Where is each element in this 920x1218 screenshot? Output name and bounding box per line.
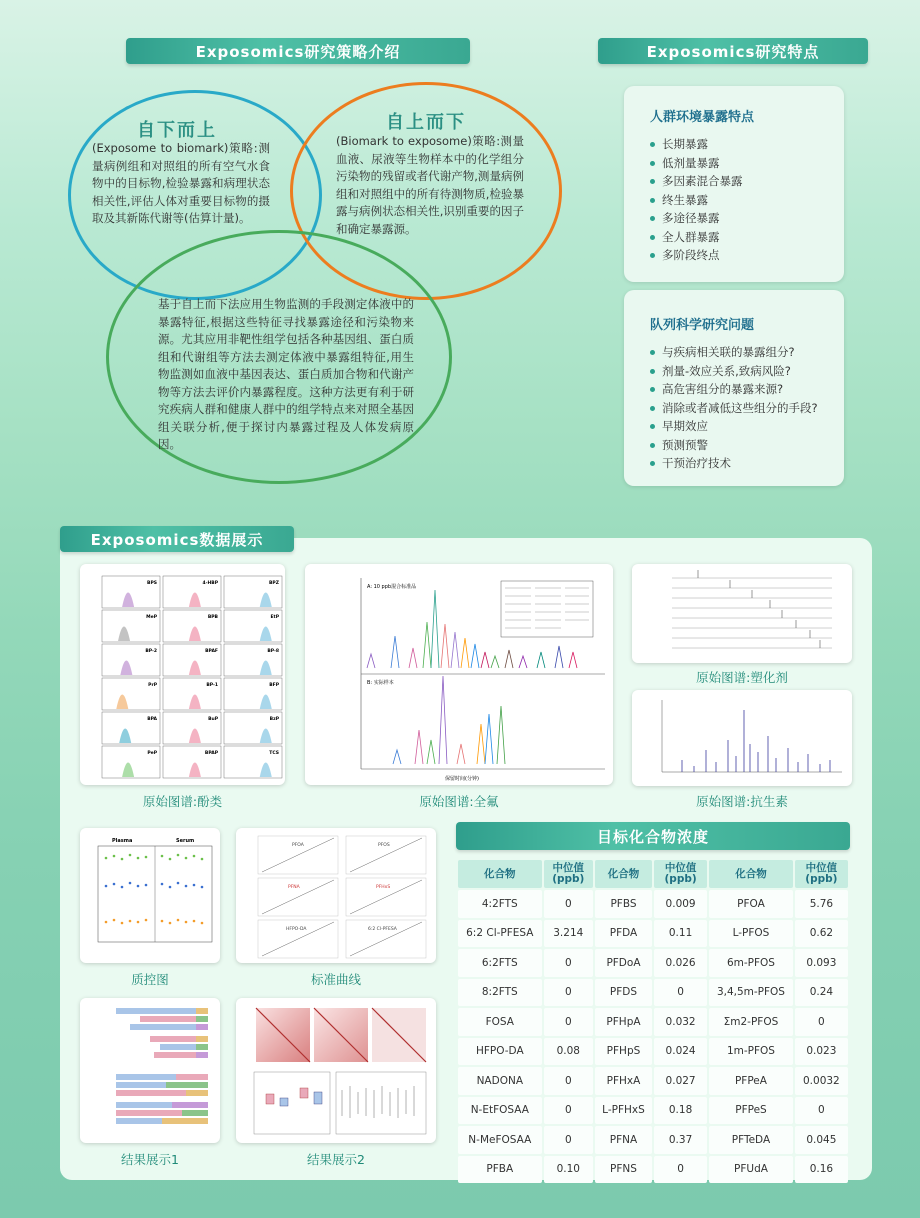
table-cell: 0	[544, 1008, 593, 1036]
antibiotics-caption: 原始图谱:抗生素	[696, 794, 788, 809]
table-cell: L-PFHxS	[595, 1097, 652, 1125]
table-cell: 0	[544, 979, 593, 1007]
table-cell: 6:2 Cl-PFESA	[458, 920, 542, 948]
column-header: 中位值(ppb)	[544, 860, 593, 888]
phenols-caption: 原始图谱:酚类	[142, 794, 223, 809]
qc-figure	[80, 828, 220, 963]
list-item: 早期效应	[650, 417, 844, 436]
table-cell: 0.62	[795, 920, 848, 948]
phenol-peak	[260, 593, 272, 608]
phenol-peak	[116, 695, 128, 710]
phenol-peak	[122, 763, 134, 778]
plasticizer-figure	[632, 564, 852, 663]
table-cell: L-PFOS	[709, 920, 793, 948]
table-cell: 6m-PFOS	[709, 949, 793, 977]
standard-figure	[236, 828, 436, 963]
std-label: PFNA	[288, 885, 300, 890]
phenol-label: BPA	[147, 717, 157, 722]
qc-chart	[80, 828, 220, 963]
table-row	[458, 1156, 848, 1184]
standard-caption: 标准曲线	[310, 972, 361, 987]
list-item: 预测预警	[650, 436, 844, 455]
pfas-caption: 原始图谱:全氟	[419, 794, 499, 809]
phenol-label: BPZ	[269, 581, 279, 586]
column-header: 化合物	[709, 860, 793, 888]
table-cell: PFOA	[709, 890, 793, 918]
antibiotics-figure	[632, 690, 852, 786]
table-cell: HFPO-DA	[458, 1038, 542, 1066]
phenol-peak	[119, 729, 131, 744]
table-row	[458, 1067, 848, 1095]
population-panel-title: 人群环境暴露特点	[650, 110, 755, 125]
phenol-peak	[189, 695, 201, 710]
list-item: 多阶段终点	[650, 246, 844, 265]
result2-figure	[236, 998, 436, 1143]
column-header: 化合物	[595, 860, 652, 888]
std-label: HFPO-DA	[286, 927, 307, 932]
phenol-label: 4-HBP	[202, 581, 218, 586]
cohort-list	[650, 343, 844, 473]
phenol-label: BP-8	[267, 649, 279, 654]
table-cell: Σm2-PFOS	[709, 1008, 793, 1036]
population-list	[650, 135, 844, 265]
plasticizer-caption: 原始图谱:塑化剂	[696, 670, 788, 685]
strategy-header: Exposomics研究策略介绍	[126, 38, 470, 64]
cohort-panel-title: 队列科学研究问题	[650, 318, 755, 333]
column-header: 化合物	[458, 860, 542, 888]
phenol-peak	[189, 593, 201, 608]
list-item: 长期暴露	[650, 135, 844, 154]
table-cell: 0	[544, 1097, 593, 1125]
table-cell: 0.0032	[795, 1067, 848, 1095]
table-cell: PFHpA	[595, 1008, 652, 1036]
pfas-label-a: A: 10 ppb混合标准品	[367, 584, 417, 590]
table-cell: 4:2FTS	[458, 890, 542, 918]
table-cell: 0.37	[654, 1126, 707, 1154]
table-cell: 0.009	[654, 890, 707, 918]
table-cell: PFPeA	[709, 1067, 793, 1095]
table-cell: 0.11	[654, 920, 707, 948]
pfas-chart	[305, 564, 613, 785]
standard-chart	[236, 828, 436, 963]
table-row	[458, 1008, 848, 1036]
table-row	[458, 1126, 848, 1154]
list-item: 剂量-效应关系,致病风险?	[650, 362, 844, 381]
bottom-up-text: (Exposome to biomark)策略:测量病例组和对照组的所有空气水食物中的目标物,检验暴露和病理状态相关性,评估人体对重要目标物的摄取及其新陈代谢等(估算计量)。	[92, 141, 270, 225]
table-cell: PFDA	[595, 920, 652, 948]
phenol-peak	[189, 627, 201, 642]
table-cell: 3.214	[544, 920, 593, 948]
list-item: 低剂量暴露	[650, 154, 844, 173]
table-row	[458, 979, 848, 1007]
table-cell: 5.76	[795, 890, 848, 918]
table-cell: 0.027	[654, 1067, 707, 1095]
antibiotics-chart	[632, 690, 852, 786]
phenol-label: TCS	[269, 751, 279, 756]
table-cell: 8:2FTS	[458, 979, 542, 1007]
plasticizer-chart	[632, 564, 852, 663]
table-cell: 0.026	[654, 949, 707, 977]
pfas-legend	[501, 581, 593, 637]
population-panel	[624, 86, 844, 282]
phenol-label: EtP	[270, 615, 279, 620]
phenol-peak	[260, 661, 272, 676]
table-cell: 6:2FTS	[458, 949, 542, 977]
table-cell: 0.08	[544, 1038, 593, 1066]
concentration-table	[456, 858, 850, 1185]
phenol-label: BPAP	[204, 751, 218, 756]
result1-chart	[80, 998, 220, 1143]
table-cell: 3,4,5m-PFOS	[709, 979, 793, 1007]
bottom-up-title: 自下而上	[137, 120, 217, 141]
list-item: 与疾病相关联的暴露组分?	[650, 343, 844, 362]
top-down-title: 自上而下	[386, 112, 466, 133]
list-item: 全人群暴露	[650, 228, 844, 247]
combined-text: 基于自上而下法应用生物监测的手段测定体液中的暴露特征,根据这些特征寻找暴露途径和污染物来源。尤其应用非靶性组学包括各种基因组、蛋白质组和代谢组等方法去测定体液中暴露组特征,用生物监测如血液中基因表达、蛋白质加合物和代谢产物等方法去评价内暴露程度。这种方法更有利于研究疾病人群和健康人群中的组学特点来对照全基因组关联分析,便于探讨内暴露过程及人体发病原因。	[158, 297, 414, 451]
table-cell: 0	[795, 1008, 848, 1036]
list-item: 消除或者减低这些组分的手段?	[650, 399, 844, 418]
phenol-peak	[120, 661, 132, 676]
features-header: Exposomics研究特点	[598, 38, 868, 64]
table-cell: PFDS	[595, 979, 652, 1007]
phenol-label: BuP	[208, 717, 218, 722]
table-cell: 0.024	[654, 1038, 707, 1066]
phenol-label: PrP	[148, 683, 157, 688]
qc-serum-label: Serum	[176, 838, 195, 844]
table-cell: PFBA	[458, 1156, 542, 1184]
qc-caption: 质控图	[131, 972, 169, 987]
table-cell: PFTeDA	[709, 1126, 793, 1154]
std-label: 6:2 Cl-PFESA	[368, 927, 397, 932]
pfas-xlabel: 保留时间(分钟)	[445, 776, 479, 782]
table-row	[458, 890, 848, 918]
table-row	[458, 1038, 848, 1066]
table-cell: 0.093	[795, 949, 848, 977]
phenol-peak	[189, 661, 201, 676]
phenol-label: BzP	[269, 717, 279, 722]
column-header: 中位值(ppb)	[654, 860, 707, 888]
table-cell: 1m-PFOS	[709, 1038, 793, 1066]
list-item: 多因素混合暴露	[650, 172, 844, 191]
table-cell: 0.18	[654, 1097, 707, 1125]
qc-plasma-label: Plasma	[112, 838, 133, 844]
table-cell: N-EtFOSAA	[458, 1097, 542, 1125]
table-row	[458, 949, 848, 977]
list-item: 终生暴露	[650, 191, 844, 210]
table-cell: 0.023	[795, 1038, 848, 1066]
phenol-peak	[118, 627, 130, 642]
table-cell: PFNA	[595, 1126, 652, 1154]
table-cell: 0	[544, 1067, 593, 1095]
phenol-peak	[260, 695, 272, 710]
table-cell: 0.10	[544, 1156, 593, 1184]
table-cell: 0.032	[654, 1008, 707, 1036]
table-cell: 0	[795, 1097, 848, 1125]
table-cell: 0	[654, 1156, 707, 1184]
cohort-panel	[624, 290, 844, 486]
phenol-label: BPS	[147, 581, 157, 586]
phenol-peak	[260, 763, 272, 778]
phenol-label: BFP	[269, 683, 279, 688]
table-cell: 0	[544, 1126, 593, 1154]
pfas-figure	[305, 564, 613, 785]
phenols-chart	[80, 564, 285, 785]
phenols-figure	[80, 564, 285, 785]
table-row	[458, 1097, 848, 1125]
table-cell: PFHpS	[595, 1038, 652, 1066]
concentration-table-body	[458, 890, 848, 1183]
result1-caption: 结果展示1	[121, 1152, 179, 1167]
table-cell: PFBS	[595, 890, 652, 918]
list-item: 干预治疗技术	[650, 454, 844, 473]
std-label: PFHxS	[376, 885, 391, 890]
phenol-peak	[189, 763, 201, 778]
concentration-header: 目标化合物浓度	[456, 822, 850, 850]
table-cell: 0	[544, 890, 593, 918]
phenol-label: BP-1	[206, 683, 218, 688]
result1-figure	[80, 998, 220, 1143]
phenol-peak	[189, 729, 201, 744]
result2-chart	[236, 998, 436, 1143]
phenol-label: BPAF	[205, 649, 218, 654]
phenol-peak	[260, 627, 272, 642]
column-header: 中位值(ppb)	[795, 860, 848, 888]
phenol-label: PeP	[147, 751, 157, 756]
table-cell: 0	[654, 979, 707, 1007]
table-cell: PFUdA	[709, 1156, 793, 1184]
table-row	[458, 920, 848, 948]
std-label: PFOS	[378, 843, 390, 848]
table-cell: 0	[544, 949, 593, 977]
table-cell: PFDoA	[595, 949, 652, 977]
table-cell: 0.24	[795, 979, 848, 1007]
table-cell: PFPeS	[709, 1097, 793, 1125]
table-cell: N-MeFOSAA	[458, 1126, 542, 1154]
list-item: 多途径暴露	[650, 209, 844, 228]
top-down-text: (Biomark to exposome)策略:测量血液、尿液等生物样本中的化学组分污染物的残留或者代谢产物,测量病例组和对照组中的所有待测物质,检验暴露与病例状态相关性,识别重要的因子和确定暴露源。	[336, 134, 524, 236]
data-header: Exposomics数据展示	[60, 526, 294, 552]
phenol-label: BP-2	[145, 649, 157, 654]
phenol-peak	[122, 593, 134, 608]
table-cell: FOSA	[458, 1008, 542, 1036]
list-item: 高危害组分的暴露来源?	[650, 380, 844, 399]
table-cell: NADONA	[458, 1067, 542, 1095]
result2-caption: 结果展示2	[307, 1152, 365, 1167]
table-cell: 0.16	[795, 1156, 848, 1184]
table-cell: PFNS	[595, 1156, 652, 1184]
table-header-row	[458, 860, 848, 888]
pfas-label-b: B: 实际样本	[367, 680, 394, 686]
table-cell: PFHxA	[595, 1067, 652, 1095]
phenol-label: MeP	[146, 615, 157, 620]
std-label: PFOA	[292, 843, 304, 848]
table-cell: 0.045	[795, 1126, 848, 1154]
phenol-peak	[260, 729, 272, 744]
phenol-label: BPB	[207, 615, 218, 620]
